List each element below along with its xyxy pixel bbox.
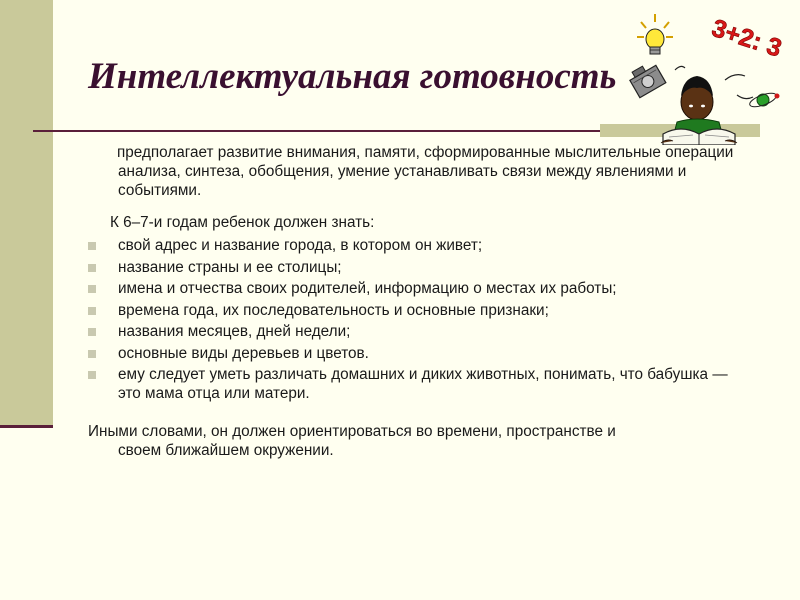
conclusion-line-1: Иными словами, он должен ориентироваться во времени, пространстве и: [88, 423, 616, 440]
list-item: основные виды деревьев и цветов.: [88, 344, 748, 363]
knowledge-list: [88, 236, 748, 406]
bullet-square-icon: [88, 242, 96, 250]
bullet-square-icon: [88, 307, 96, 315]
bullet-square-icon: [88, 264, 96, 272]
bullet-square-icon: [88, 328, 96, 336]
bullet-square-icon: [88, 371, 96, 379]
list-item: имена и отчества своих родителей, информацию о местах их работы;: [88, 279, 748, 298]
conclusion-paragraph: [88, 422, 748, 460]
math-equation-clipart: 3+2: 3: [708, 14, 786, 63]
list-item: ему следует уметь различать домашних и диких животных, понимать, что бабушка — это мама отца или матери.: [88, 365, 748, 403]
list-item: свой адрес и название города, в котором он живет;: [88, 236, 748, 255]
list-item: названия месяцев, дней недели;: [88, 322, 748, 341]
slide-title: Интеллектуальная готовность: [88, 56, 617, 97]
know-heading: К 6–7-и годам ребенок должен знать:: [110, 214, 375, 231]
bullet-square-icon: [88, 285, 96, 293]
intro-paragraph: предполагает развитие внимания, памяти, сформированные мыслительные операции анализа, синтеза, обобщения, умение устанавливать связи между явлениями и событиями.: [117, 144, 734, 199]
list-item: времена года, их последовательность и основные признаки;: [88, 301, 748, 320]
conclusion-line-2: своем ближайшем окружении.: [118, 442, 334, 459]
bullet-square-icon: [88, 350, 96, 358]
list-item: название страны и ее столицы;: [88, 258, 748, 277]
